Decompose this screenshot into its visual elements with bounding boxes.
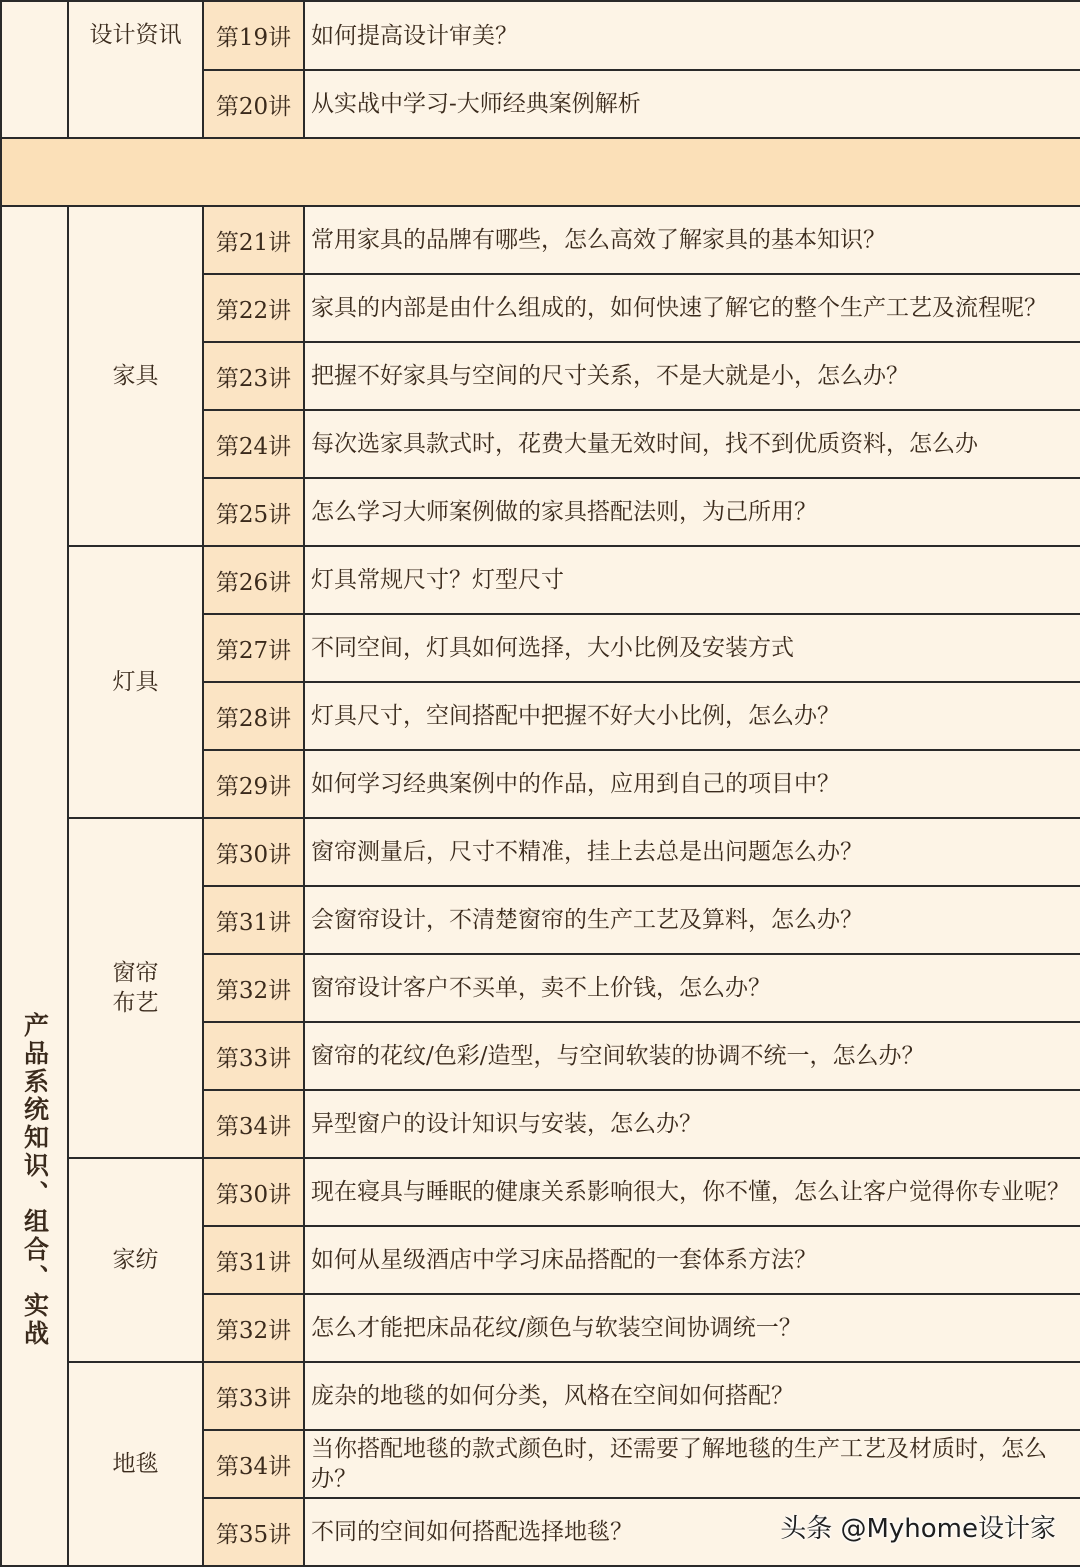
watermark: 头条 @Myhome设计家	[780, 1514, 1056, 1544]
lecture-topic: 常用家具的品牌有哪些，怎么高效了解家具的基本知识？	[304, 206, 1080, 274]
table-row	[1, 206, 1080, 274]
lecture-number: 第19讲	[203, 1, 304, 70]
lecture-topic: 灯具常规尺寸？灯型尺寸	[304, 546, 1080, 614]
lecture-topic: 家具的内部是由什么组成的，如何快速了解它的整个生产工艺及流程呢？	[304, 274, 1080, 342]
lecture-number: 第28讲	[203, 682, 304, 750]
lecture-number: 第31讲	[203, 1226, 304, 1294]
category-cell-home-textile	[68, 1158, 203, 1362]
category-cell-curtain-fabric	[68, 818, 203, 1158]
lecture-number: 第33讲	[203, 1022, 304, 1090]
lecture-number: 第29讲	[203, 750, 304, 818]
table-row	[1, 546, 1080, 614]
category-label: 地毯	[112, 1451, 159, 1477]
separator-band	[1, 138, 1080, 206]
lecture-number: 第31讲	[203, 886, 304, 954]
lecture-topic: 当你搭配地毯的款式颜色时，还需要了解地毯的生产工艺及材质时，怎么办？	[304, 1430, 1080, 1498]
lecture-number: 第34讲	[203, 1430, 304, 1498]
lecture-number: 第22讲	[203, 274, 304, 342]
lecture-number: 第25讲	[203, 478, 304, 546]
lecture-topic: 庞杂的地毯的如何分类，风格在空间如何搭配？	[304, 1362, 1080, 1430]
lecture-number: 第21讲	[203, 206, 304, 274]
lecture-topic: 从实战中学习-大师经典案例解析	[304, 70, 1080, 138]
lecture-topic: 如何学习经典案例中的作品，应用到自己的项目中？	[304, 750, 1080, 818]
lecture-topic: 现在寝具与睡眠的健康关系影响很大，你不懂，怎么让客户觉得你专业呢？	[304, 1158, 1080, 1226]
lecture-number: 第24讲	[203, 410, 304, 478]
lecture-number: 第23讲	[203, 342, 304, 410]
lecture-number: 第32讲	[203, 1294, 304, 1362]
lecture-topic: 每次选家具款式时，花费大量无效时间，找不到优质资料，怎么办	[304, 410, 1080, 478]
lecture-topic: 窗帘测量后，尺寸不精准，挂上去总是出问题怎么办？	[304, 818, 1080, 886]
table-row	[1, 1362, 1080, 1430]
lecture-topic: 如何提高设计审美？	[304, 1, 1080, 70]
section-cell-empty	[1, 1, 68, 138]
category-cell-furniture	[68, 206, 203, 546]
category-label: 灯具	[112, 669, 159, 695]
lecture-topic: 不同的空间如何搭配选择地毯？	[304, 1498, 1080, 1566]
lecture-topic: 会窗帘设计，不清楚窗帘的生产工艺及算料，怎么办？	[304, 886, 1080, 954]
table-row	[1, 818, 1080, 886]
lecture-topic: 灯具尺寸，空间搭配中把握不好大小比例，怎么办？	[304, 682, 1080, 750]
category-cell-carpet	[68, 1362, 203, 1566]
lecture-topic: 怎么才能把床品花纹/颜色与软装空间协调统一？	[304, 1294, 1080, 1362]
category-cell-design-info	[68, 1, 203, 138]
lecture-number: 第26讲	[203, 546, 304, 614]
lecture-topic: 怎么学习大师案例做的家具搭配法则，为己所用？	[304, 478, 1080, 546]
category-label: 窗帘布艺	[112, 960, 159, 1016]
category-cell-lighting	[68, 546, 203, 818]
category-label: 家具	[112, 363, 159, 389]
lecture-topic: 不同空间，灯具如何选择，大小比例及安装方式	[304, 614, 1080, 682]
table-row	[1, 1, 1080, 70]
lecture-number: 第32讲	[203, 954, 304, 1022]
lecture-number: 第27讲	[203, 614, 304, 682]
lecture-topic: 异型窗户的设计知识与安装，怎么办？	[304, 1090, 1080, 1158]
category-label: 家纺	[112, 1247, 159, 1273]
lecture-number: 第35讲	[203, 1498, 304, 1566]
lecture-number: 第20讲	[203, 70, 304, 138]
section-title-cell	[1, 206, 68, 1566]
lecture-topic: 窗帘设计客户不买单，卖不上价钱，怎么办？	[304, 954, 1080, 1022]
section-title: 产品系统知识、组合、实战	[20, 1012, 50, 1348]
section-separator	[1, 138, 1080, 206]
lecture-number: 第33讲	[203, 1362, 304, 1430]
lecture-number: 第30讲	[203, 1158, 304, 1226]
lecture-topic: 窗帘的花纹/色彩/造型，与空间软装的协调不统一，怎么办？	[304, 1022, 1080, 1090]
table-row	[1, 1158, 1080, 1226]
lecture-number: 第34讲	[203, 1090, 304, 1158]
category-label: 设计资讯	[89, 22, 182, 48]
lecture-topic: 把握不好家具与空间的尺寸关系，不是大就是小，怎么办？	[304, 342, 1080, 410]
lecture-number: 第30讲	[203, 818, 304, 886]
lecture-topic: 如何从星级酒店中学习床品搭配的一套体系方法？	[304, 1226, 1080, 1294]
